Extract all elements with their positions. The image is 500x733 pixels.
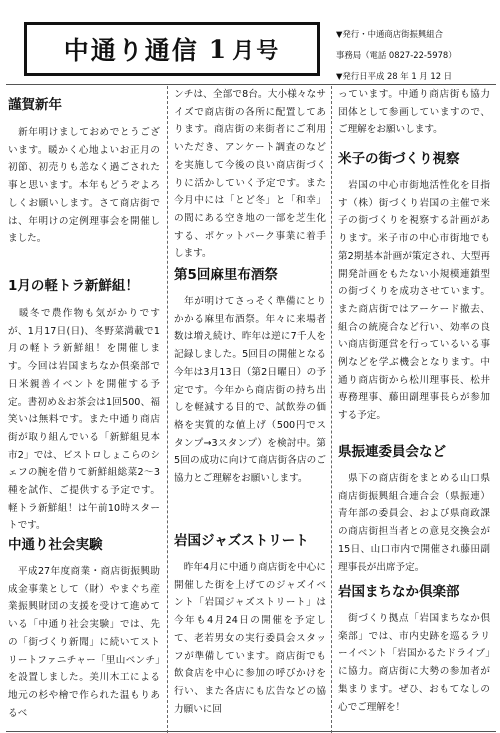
article-body: 岩国の中心市街地活性化を目指す（株）街づくり岩国の主催で米子の街づくりを視察する計画があります。米子市の中心市街地でも第2期基本計画が策定され、大型再開発計画をもたない小規模連鎖型の街づくりを成功させています。また商店街ではアーケード撤去、組合の統廃合など行い、効率の良い商店街運営を行っているいる事例などを学ぶ機会となります。中通り商店街から松川理事長、松井専務理事、藤田副理事長らが参加する予定。: [338, 180, 490, 422]
article-yonago-visit: [338, 150, 490, 425]
article-new-year: [8, 96, 160, 248]
article-body: 暖冬で農作物も気がかりですが、1月17日(日)、冬野菜満載で1月の軽トラ新鮮組！を開催します。今回は岩国まちなか倶楽部で日米親善イベントを開催する予定。書初め＆お茶会は1回500、福笑いは無料です。また中通り商店街が取り組んでいる「新鮮組見本市2」では、ビストロしょこらのシェフの腕を借りて新鮮組総菜2～3種を試作、ご提供する予定です。軽トラ新鮮組！は午前10時スタートです。: [8, 308, 160, 532]
newsletter-title: [24, 22, 320, 76]
article-social-experiment: [8, 536, 160, 722]
publisher-name: ▼発行・中通商店街振興組合: [336, 29, 443, 39]
footer-divider: [6, 731, 496, 732]
publisher-info: [336, 24, 486, 87]
title-suffix: 月号: [232, 38, 281, 64]
column-1: [8, 86, 160, 726]
article-machinaka-club: [338, 583, 490, 716]
column-divider-1: [167, 86, 168, 733]
article-body: 昨年4月に中通り商店街を中心に開催した街を上げてのジャズイベント「岩国ジャズストリート」は今年も4月24日の開催を予定して、老若男女の実行委員会スタッフが準備しています。商店街でも飲食店を中心に参加の呼びかけを行い、また各店にも広告などの協力願いに回: [174, 562, 326, 715]
article-heading: 謹賀新年: [8, 97, 62, 113]
title-number: 1: [208, 34, 229, 64]
article-heading: 岩国まちなか倶楽部: [338, 584, 460, 600]
article-body: ンチは、全部で8台。大小様々なサイズで商店街の各所に配置してあります。商店街の来街者にご利用いただき、アンケート調査のなどを実施して今後の良い商店街づくりに活かしていく予定です。また今月中には「とど冬」と「和幸」の間にある空き地の一部を芝生化する、ポケットパーク事業に着手します。: [174, 89, 326, 260]
article-heading: 岩国ジャズストリート: [174, 533, 309, 549]
article-heading: 米子の街づくり視察: [338, 151, 460, 167]
article-jazz-street: [174, 532, 326, 718]
article-body: っています。中通り商店街も協力団体として参画していますので、ご理解をお願いします。: [338, 89, 490, 136]
masthead-divider: [6, 84, 496, 85]
article-jazz-continued: [338, 86, 490, 139]
article-body: 県下の商店街をまとめる山口県商店街振興組合連合会（県振連）青年部の委員会、および県商政課の商店街担当者との意見交換会が15日、山口市内で開催され藤田副理事長が出席予定。: [338, 473, 490, 573]
column-2: [174, 86, 326, 726]
title-main: 中通り通信: [63, 36, 199, 65]
article-bench-continued: [174, 86, 326, 263]
article-heading: 1月の軽トラ新鮮組！: [8, 278, 139, 294]
article-body: 新年明けましておめでとうございます。暖かく心地よいお正月の初節、初売りも恙なく過ごされた事と思います。本年もどうぞよろしくお願いします。さて商店街では、年明けの定例理事会を開催しました。: [8, 127, 160, 245]
article-heading: 第5回麻里布酒祭: [174, 267, 278, 283]
column-divider-2: [331, 86, 332, 733]
article-prefecture-committee: [338, 443, 490, 576]
publish-date: ▼発行日平成 28 年 1 月 12 日: [336, 71, 453, 81]
publisher-office: 事務局（電話 0827-22-5978）: [336, 50, 457, 60]
article-heading: 県振連委員会など: [338, 444, 446, 460]
article-body: 年が明けてさっそく準備にとりかかる麻里布酒祭。年々に来場者数は増え続け、昨年は逆に7千人を記録しました。5回目の開催となる今年は3月13日（第2日曜日）の予定です。今年から商店街の持ち出しを軽減する目的で、試飲券の価格を実質的な値上げ（500円でスタンプ→3スタンプ）を検討中。第5回の成功に向けて商店街各店のご協力とご理解をお願いします。: [174, 296, 326, 485]
column-3: [338, 86, 490, 726]
article-heading: 中通り社会実験: [8, 537, 103, 553]
article-body: 街づくり拠点「岩国まちなか倶楽部」では、市内史跡を巡るラリーイベント「岩国かるたドライブ」に協力。商店街に大勢の参加者が集まります。ぜひ、おもてなしの心でご理解を！: [338, 613, 490, 713]
article-body: 平成27年度商業・商店街振興助成金事業として（財）やまぐち産業振興財団の支援を受けて進めている「中通り社会実験」では、先の「街づくり新聞」に続いてストリートファニチャー「里山ベンチ」を設置しました。美川木工による地元の杉や檜で作られた温もりあるベ: [8, 566, 160, 719]
article-sake-festival: [174, 266, 326, 488]
article-kei-truck: [8, 277, 160, 535]
